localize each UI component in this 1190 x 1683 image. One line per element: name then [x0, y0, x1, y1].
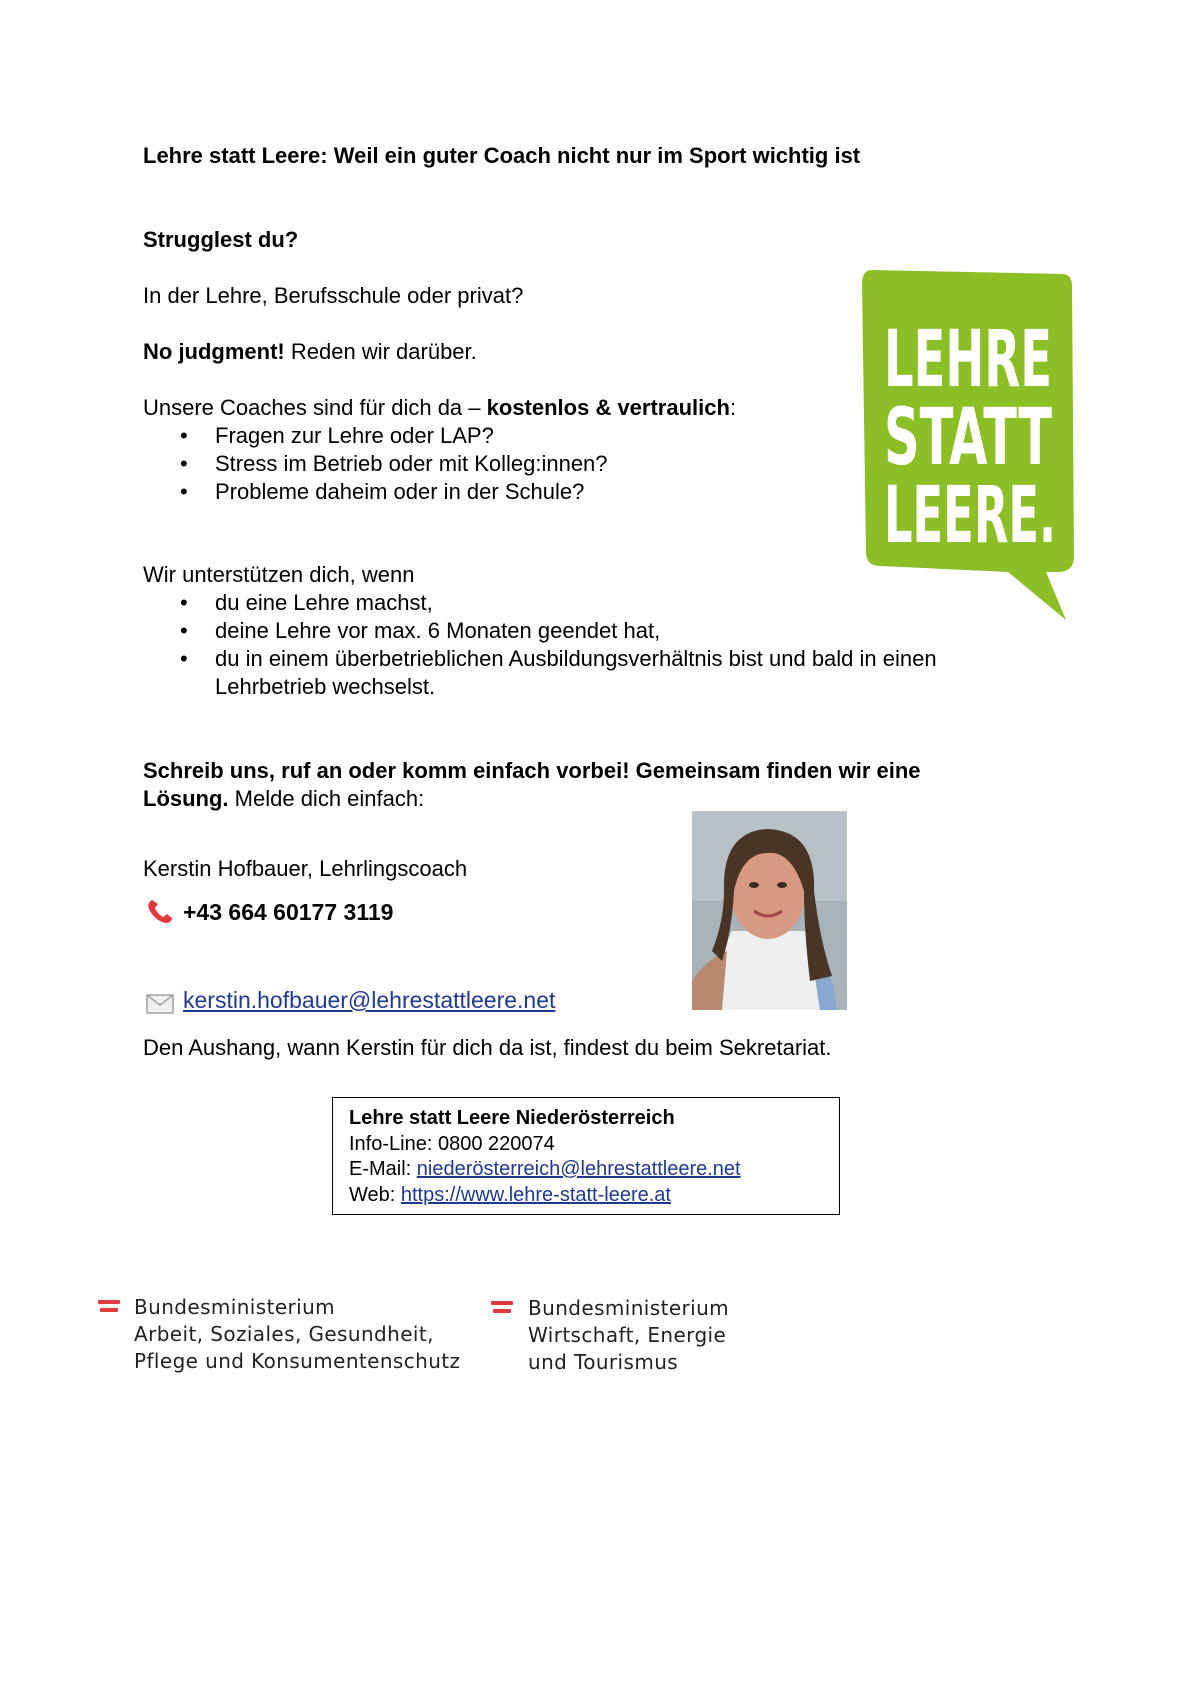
- coaches-prefix: Unsere Coaches sind für dich da –: [143, 395, 487, 420]
- coach-email-link[interactable]: kerstin.hofbauer@lehrestattleere.net: [183, 987, 556, 1013]
- list-item: • deine Lehre vor max. 6 Monaten geendet hat,: [143, 617, 937, 645]
- logo-line-2: STATT: [884, 393, 1053, 483]
- mail-icon: [146, 994, 174, 1014]
- list-item: • du eine Lehre machst,: [143, 589, 937, 617]
- ministry-logo-social: [134, 1294, 460, 1375]
- no-judgment-line: [143, 338, 477, 366]
- cta-rest: Melde dich einfach:: [228, 786, 425, 811]
- list-item: • Fragen zur Lehre oder LAP?: [143, 422, 608, 450]
- ministry-line: Bundesministerium: [134, 1295, 336, 1319]
- ministry-line: Arbeit, Soziales, Gesundheit,: [134, 1322, 434, 1346]
- logo-line-3: LEERE.: [884, 471, 1056, 561]
- list-item: • du in einem überbetrieblichen Ausbildungsverhältnis bist und bald in einen: [143, 645, 937, 673]
- list-item: • Stress im Betrieb oder mit Kolleg:innen?: [143, 450, 608, 478]
- section-heading: Strugglest du?: [143, 227, 299, 252]
- coaches-bold: kostenlos & vertraulich: [486, 395, 730, 420]
- infobox-web: [349, 1183, 823, 1209]
- list-item: • Probleme daheim oder in der Schule?: [143, 478, 608, 506]
- coach-photo: [692, 811, 847, 1010]
- ministry-line: und Tourismus: [528, 1350, 679, 1374]
- cta-line-1: Schreib uns, ruf an oder komm einfach vorbei! Gemeinsam finden wir eine: [143, 758, 921, 783]
- ministry-logo-economy: [528, 1295, 729, 1376]
- lehre-statt-leere-logo: [858, 266, 1078, 622]
- no-judgment-bold: No judgment!: [143, 339, 285, 364]
- coaches-suffix: :: [729, 395, 737, 420]
- email-label: E-Mail:: [349, 1158, 417, 1180]
- cta-line-2: [143, 785, 424, 813]
- phone-icon: [146, 898, 174, 924]
- infobox-web-link[interactable]: https://www.lehre-statt-leere.at: [400, 1183, 671, 1206]
- ministry-line: Wirtschaft, Energie: [528, 1323, 727, 1347]
- infobox-title: Lehre statt Leere Niederösterreich: [349, 1107, 675, 1129]
- logo-line-1: LEHRE: [884, 315, 1052, 405]
- coach-name: Kerstin Hofbauer, Lehrlingscoach: [143, 856, 468, 881]
- contact-info-box: [332, 1097, 840, 1215]
- infobox-infoline: [349, 1132, 823, 1158]
- topics-list: [143, 422, 608, 506]
- conditions-list: [143, 589, 937, 673]
- support-lead: Wir unterstützen dich, wenn: [143, 562, 415, 587]
- coach-phone[interactable]: +43 664 60177 3119: [183, 899, 394, 925]
- conditions-continuation: Lehrbetrieb wechselst.: [215, 674, 436, 699]
- page-title: Lehre statt Leere: Weil ein guter Coach nicht nur im Sport wichtig ist: [143, 143, 861, 168]
- ministry-line: Pflege und Konsumentenschutz: [134, 1349, 461, 1373]
- cta-bold: Lösung.: [143, 786, 229, 811]
- no-judgment-rest: Reden wir darüber.: [284, 339, 477, 364]
- austrian-flag-icon: [491, 1301, 513, 1317]
- coaches-line: [143, 394, 736, 422]
- intro-question: In der Lehre, Berufsschule oder privat?: [143, 283, 524, 308]
- austrian-flag-icon: [98, 1300, 120, 1316]
- web-label: Web:: [349, 1183, 401, 1206]
- schedule-note: Den Aushang, wann Kerstin für dich da ist, findest du beim Sekretariat.: [143, 1035, 832, 1060]
- infobox-email-link[interactable]: niederösterreich@lehrestattleere.net: [416, 1158, 741, 1180]
- infobox-email: [349, 1157, 823, 1183]
- infoline-label: Info-Line:: [349, 1132, 438, 1155]
- ministry-line: Bundesministerium: [528, 1296, 730, 1320]
- infoline-number[interactable]: 0800 220074: [437, 1132, 555, 1155]
